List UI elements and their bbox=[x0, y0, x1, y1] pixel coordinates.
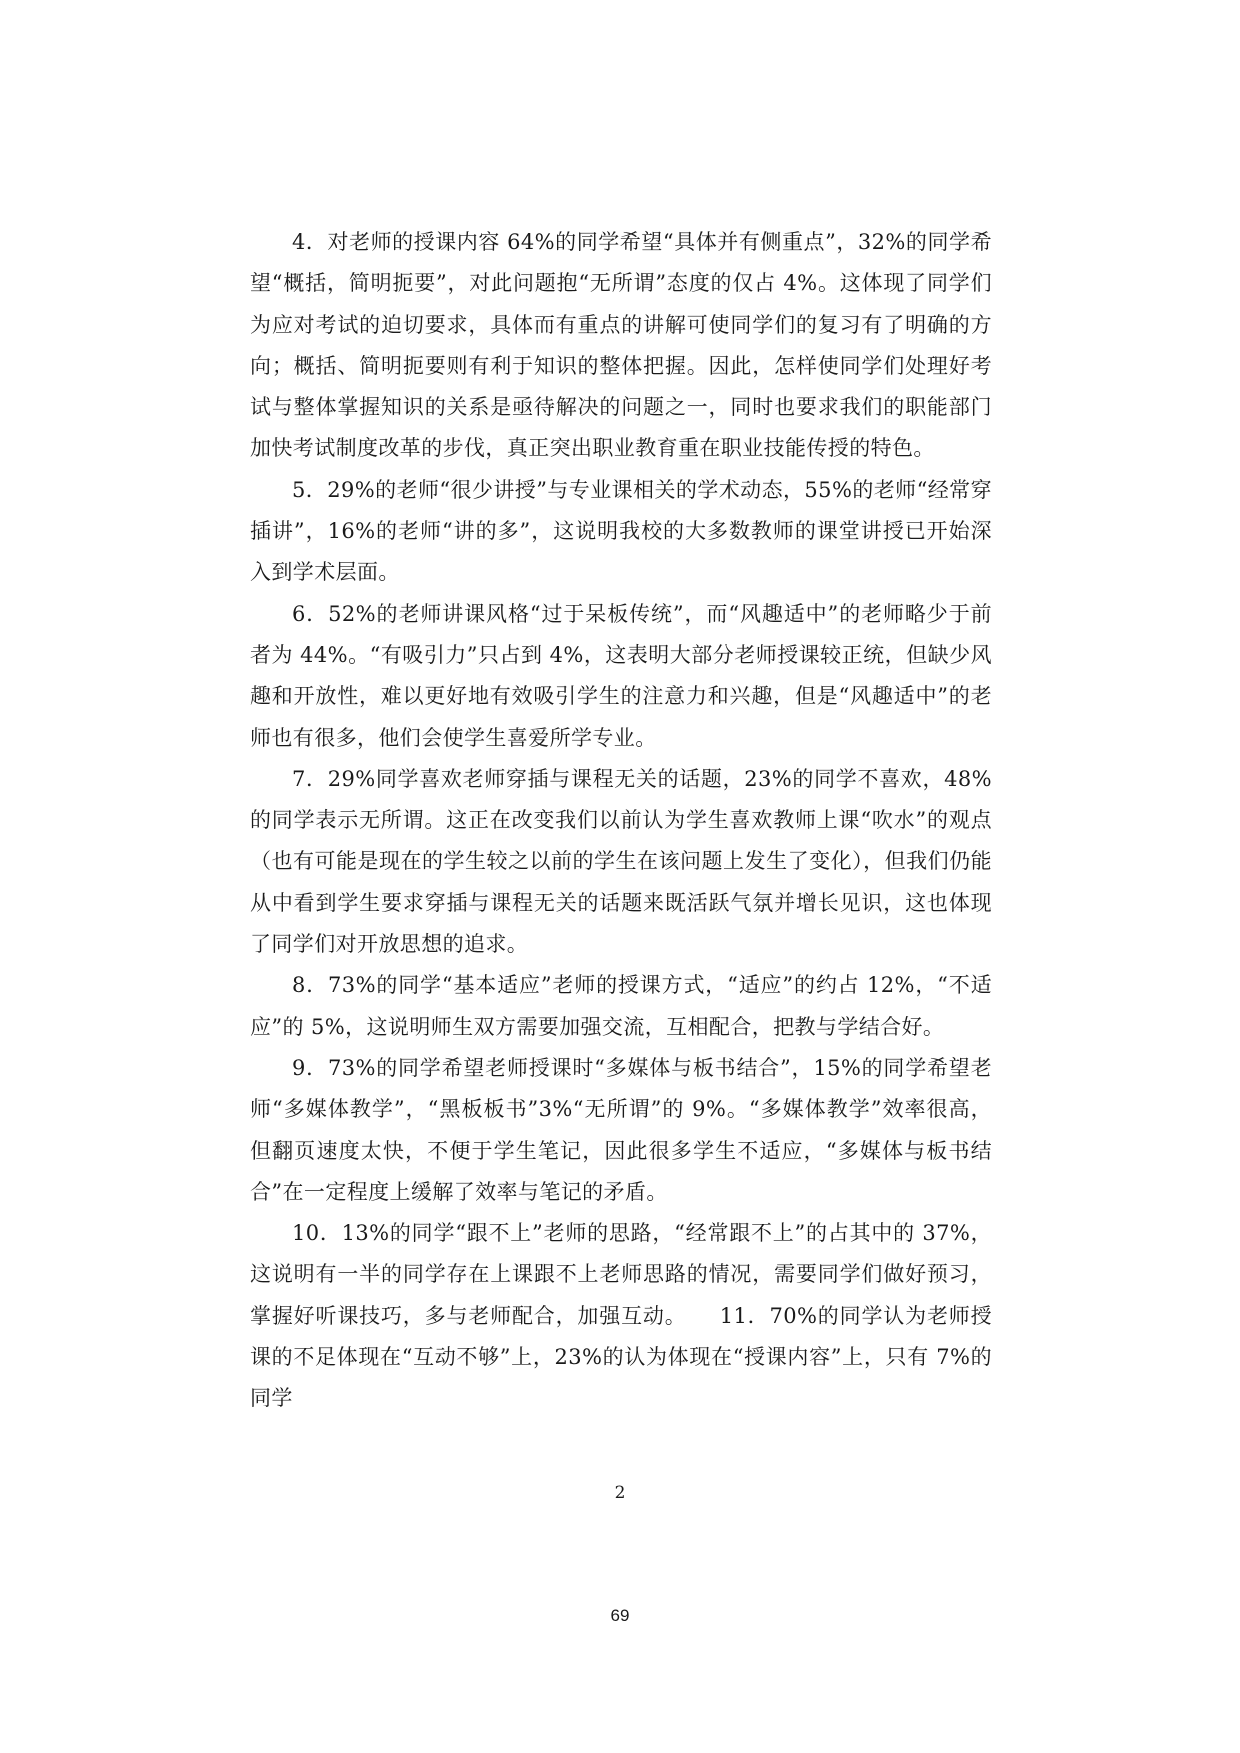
paragraph-6: 6．52%的老师讲课风格“过于呆板传统”，而“风趣适中”的老师略少于前者为 44%。“有吸引力”只占到 4%，这表明大部分老师授课较正统，但缺少风趣和开放性，难以更好地有效吸引学生的注意力和兴趣，但是“风趣适中”的老师也有很多，他们会使学生喜爱所学专业。 bbox=[250, 601, 992, 750]
paragraph-9: 9．73%的同学希望老师授课时“多媒体与板书结合”，15%的同学希望老师“多媒体教学”，“黑板板书”3%“无所谓”的 9%。“多媒体教学”效率很高，但翻页速度太快，不便于学生笔记，因此很多学生不适应，“多媒体与板书结合”在一定程度上缓解了效率与笔记的矛盾。 bbox=[250, 1055, 992, 1204]
paragraph-7: 7．29%同学喜欢老师穿插与课程无关的话题，23%的同学不喜欢，48%的同学表示无所谓。这正在改变我们以前认为学生喜欢教师上课“吹水”的观点（也有可能是现在的学生较之以前的学生在该问题上发生了变化），但我们仍能从中看到学生要求穿插与课程无关的话题来既活跃气氛并增长见识，这也体现了同学们对开放思想的追求。 bbox=[250, 766, 992, 957]
paragraph-4: 4．对老师的授课内容 64%的同学希望“具体并有侧重点”，32%的同学希望“概括，简明扼要”，对此问题抱“无所谓”态度的仅占 4%。这体现了同学们为应对考试的迫切要求，具体而有重点的讲解可使同学们的复习有了明确的方向；概括、简明扼要则有利于知识的整体把握。因此，怎样使同学们处理好考试与整体掌握知识的关系是亟待解决的问题之一，同时也要求我们的职能部门加快考试制度改革的步伐，真正突出职业教育重在职业技能传授的特色。 bbox=[250, 230, 992, 461]
page-number: 2 bbox=[614, 1483, 626, 1503]
scan-page-number: 69 bbox=[610, 1606, 630, 1625]
paragraph-5: 5．29%的老师“很少讲授”与专业课相关的学术动态，55%的老师“经常穿插讲”，16%的老师“讲的多”，这说明我校的大多数教师的课堂讲授已开始深入到学术层面。 bbox=[250, 477, 992, 585]
body-text bbox=[250, 222, 992, 1420]
paragraph-10-11: 10．13%的同学“跟不上”老师的思路，“经常跟不上”的占其中的 37%，这说明有一半的同学存在上课跟不上老师思路的情况，需要同学们做好预习，掌握好听课技巧，多与老师配合，加强互动。 11．70%的同学认为老师授课的不足体现在“互动不够”上，23%的认为体现在“授课内容”上，只有 7%的同学 bbox=[250, 1221, 992, 1411]
paragraph-8: 8．73%的同学“基本适应”老师的授课方式，“适应”的约占 12%，“不适应”的 5%，这说明师生双方需要加强交流，互相配合，把教与学结合好。 bbox=[250, 973, 992, 1039]
